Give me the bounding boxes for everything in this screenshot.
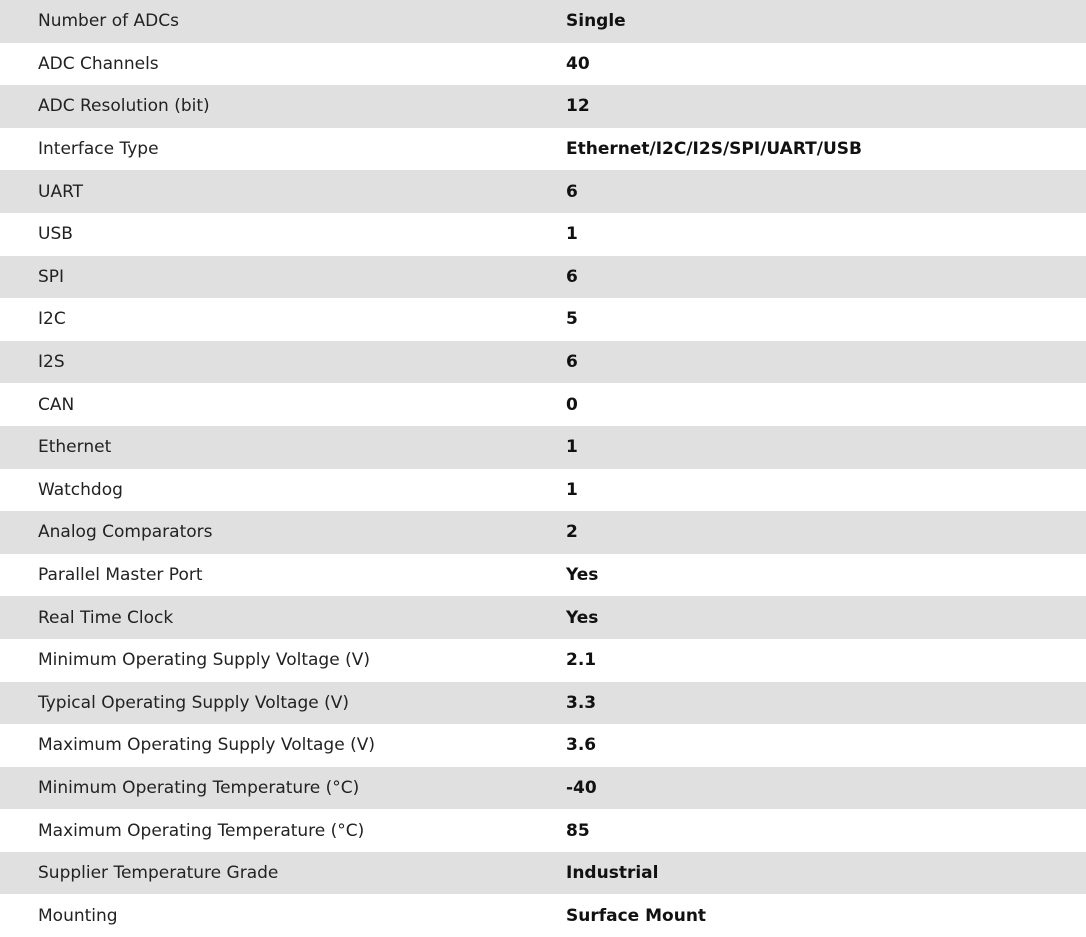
spec-label: ADC Channels [38,53,159,74]
spec-row-max-temperature [0,809,1086,852]
spec-value: 40 [566,53,590,74]
spec-label: ADC Resolution (bit) [38,96,210,117]
spec-value: 0 [566,394,578,415]
spec-row-i2c [0,298,1086,341]
spec-row-i2s [0,341,1086,384]
spec-row-mounting [0,894,1086,937]
spec-row-ethernet [0,426,1086,469]
spec-label: Typical Operating Supply Voltage (V) [38,692,349,713]
spec-value: 6 [566,266,578,287]
spec-value: Yes [566,565,599,586]
spec-value: 1 [566,224,578,245]
spec-row-usb [0,213,1086,256]
spec-value: 85 [566,820,590,841]
spec-value: 3.6 [566,735,597,756]
spec-label: Number of ADCs [38,11,179,32]
spec-label: Minimum Operating Supply Voltage (V) [38,650,370,671]
spec-row-typ-supply-voltage [0,682,1086,725]
spec-row-number-of-adcs [0,0,1086,43]
spec-label: USB [38,224,73,245]
spec-label: Ethernet [38,437,112,458]
spec-label: Maximum Operating Supply Voltage (V) [38,735,375,756]
spec-label: Interface Type [38,139,159,160]
spec-value: 6 [566,181,578,202]
spec-row-adc-resolution [0,85,1086,128]
spec-value: Ethernet/I2C/I2S/SPI/UART/USB [566,139,862,160]
spec-value: 1 [566,479,578,500]
spec-label: Watchdog [38,479,123,500]
spec-row-can [0,383,1086,426]
spec-value: 5 [566,309,578,330]
spec-label: CAN [38,394,75,415]
spec-row-min-supply-voltage [0,639,1086,682]
spec-value: Single [566,11,626,32]
spec-row-watchdog [0,469,1086,512]
spec-row-spi [0,256,1086,299]
spec-label: SPI [38,266,65,287]
spec-label: Real Time Clock [38,607,174,628]
spec-label: Parallel Master Port [38,565,203,586]
spec-label: Mounting [38,905,118,926]
spec-value: 2 [566,522,578,543]
spec-value: Surface Mount [566,905,707,926]
spec-value: 2.1 [566,650,597,671]
spec-label: Minimum Operating Temperature (°C) [38,777,360,798]
spec-row-analog-comparators [0,511,1086,554]
spec-value: 12 [566,96,590,117]
spec-value: 3.3 [566,692,597,713]
spec-row-max-supply-voltage [0,724,1086,767]
spec-value: 1 [566,437,578,458]
spec-label: Maximum Operating Temperature (°C) [38,820,365,841]
spec-label: Supplier Temperature Grade [38,863,279,884]
spec-row-parallel-master-port [0,554,1086,597]
spec-value: 6 [566,352,578,373]
spec-value: Industrial [566,863,659,884]
spec-value: -40 [566,777,597,798]
spec-label: Analog Comparators [38,522,213,543]
spec-row-temperature-grade [0,852,1086,895]
spec-row-min-temperature [0,767,1086,810]
spec-row-uart [0,170,1086,213]
spec-row-adc-channels [0,43,1086,86]
spec-row-real-time-clock [0,596,1086,639]
spec-value: Yes [566,607,599,628]
spec-row-interface-type [0,128,1086,171]
spec-label: UART [38,181,84,202]
spec-label: I2C [38,309,66,330]
spec-label: I2S [38,352,65,373]
